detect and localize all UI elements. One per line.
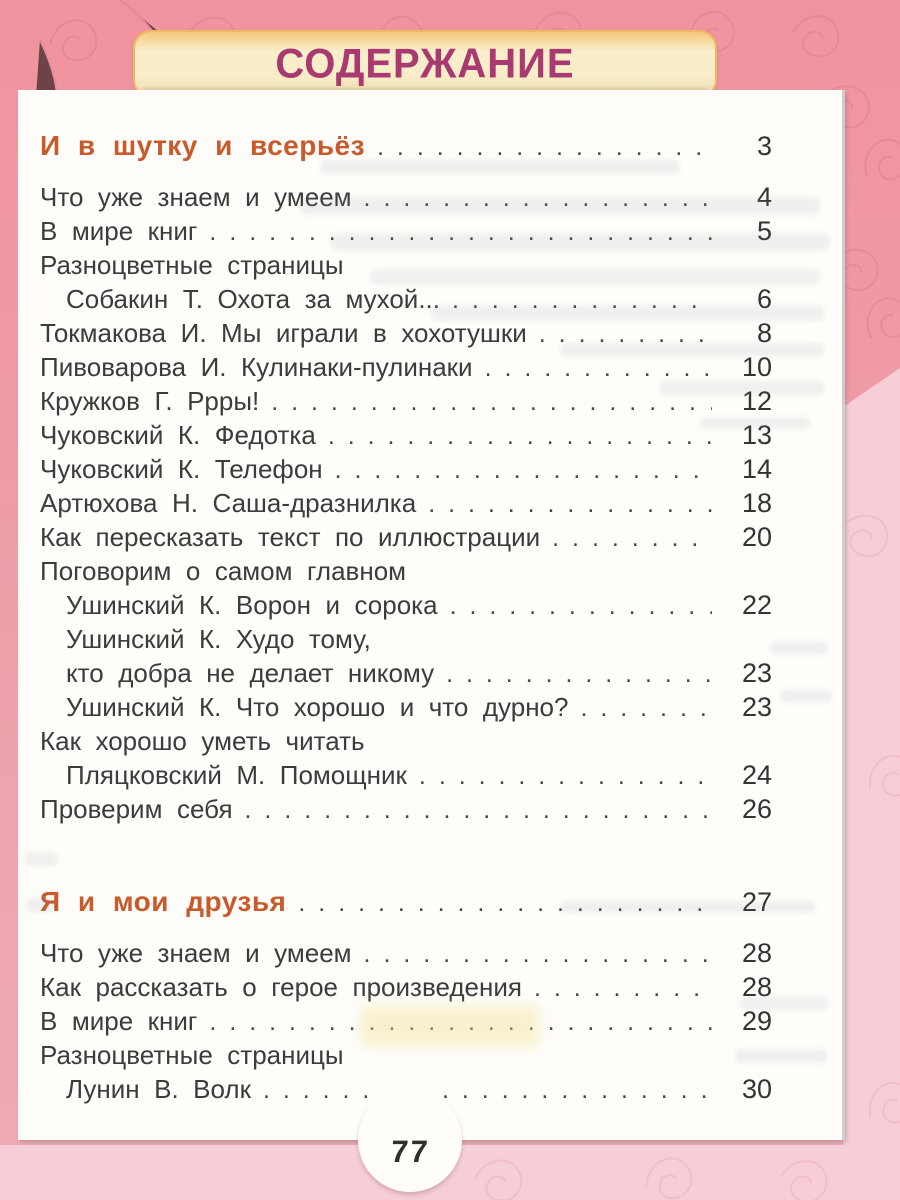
page-ref: 29 [741, 1006, 772, 1036]
dot-leader [534, 971, 712, 1005]
dot-leader [364, 937, 712, 971]
dot-leader [419, 759, 712, 793]
page-ref: 28 [741, 972, 772, 1002]
toc-entry: Как хорошо уметь читать [40, 726, 365, 756]
toc-entry: кто добра не делает никому . . . 23 [40, 656, 772, 690]
dot-leader [539, 317, 712, 351]
toc-entry: Как пересказать текст по иллюстрации . . . 20 [40, 520, 772, 554]
dot-leader [328, 419, 712, 453]
toc-entry: Пляцковский М. Помощник . . . 24 [40, 758, 772, 792]
toc-entry: Чуковский К. Федотка . . . 13 [40, 418, 772, 452]
toc-entry: Лунин В. Волк . . . 30 [40, 1072, 772, 1106]
toc-entry: В мире книг . . . 5 [40, 214, 772, 248]
toc-entry: Разноцветные страницы [40, 250, 344, 280]
table-of-contents [40, 126, 772, 1106]
page-ref: 20 [741, 522, 772, 552]
toc-entry: Поговорим о самом главном [40, 556, 407, 586]
dot-leader [580, 691, 712, 725]
toc-entry: Проверим себя . . . 26 [40, 792, 772, 826]
page-ref: 24 [741, 760, 772, 790]
toc-section [40, 882, 772, 1106]
toc-entry: В мире книг . . . 29 [40, 1004, 772, 1038]
dot-leader [450, 589, 712, 623]
toc-entry: Что уже знаем и умеем . . . 4 [40, 180, 772, 214]
toc-section-heading: Я и мои друзья . . . 27 [40, 882, 772, 922]
dot-leader [209, 1005, 712, 1039]
dot-leader [298, 883, 712, 923]
page-ref: 28 [741, 938, 772, 968]
toc-entry: Ушинский К. Худо тому, [66, 624, 371, 654]
dot-leader [271, 385, 712, 419]
toc-entry: Чуковский К. Телефон . . . 14 [40, 452, 772, 486]
dot-leader [377, 127, 712, 167]
dot-leader [245, 793, 712, 827]
page-ref: 5 [756, 216, 772, 246]
page-ref: 3 [756, 131, 772, 161]
contents-tab [133, 30, 717, 98]
page-ref: 13 [741, 420, 772, 450]
dot-leader [446, 657, 712, 691]
page-number: 77 [389, 1134, 431, 1169]
toc-entry: Кружков Г. Ррры! . . . 12 [40, 384, 772, 418]
toc-page-card [18, 90, 845, 1140]
page-ref: 10 [741, 352, 772, 382]
dot-leader [552, 521, 712, 555]
dot-leader [428, 487, 712, 521]
page-ref: 26 [741, 794, 772, 824]
toc-entry: Как рассказать о герое произведения . . . 28 [40, 970, 772, 1004]
page-ref: 14 [741, 454, 772, 484]
dot-leader [364, 181, 712, 215]
toc-section [40, 126, 772, 826]
page-ref: 6 [756, 284, 772, 314]
toc-section-heading: И в шутку и всерьёз . . . 3 [40, 126, 772, 166]
page-ref: 18 [741, 488, 772, 518]
page-ref: 23 [741, 692, 772, 722]
page-ref: 27 [741, 887, 772, 917]
dot-leader [452, 283, 712, 317]
toc-entry: Токмакова И. Мы играли в хохотушки . . . 8 [40, 316, 772, 350]
dot-leader [485, 351, 712, 385]
toc-entry: Артюхова Н. Саша-дразнилка . . . 18 [40, 486, 772, 520]
dot-leader [335, 453, 712, 487]
toc-entry: Ушинский К. Что хорошо и что дурно? . . . 23 [40, 690, 772, 724]
toc-entry: Собакин Т. Охота за мухой... . . . 6 [40, 282, 772, 316]
page-ref: 22 [741, 590, 772, 620]
page-number-bump [358, 1088, 462, 1192]
toc-entry: Пивоварова И. Кулинаки-пулинаки . . . 10 [40, 350, 772, 384]
toc-entry: Что уже знаем и умеем . . . 28 [40, 936, 772, 970]
toc-entry: Ушинский К. Ворон и сорока . . . 22 [40, 588, 772, 622]
page-ref: 30 [741, 1074, 772, 1104]
page-ref: 8 [756, 318, 772, 348]
page-ref: 12 [741, 386, 772, 416]
page-ref: 4 [756, 182, 772, 212]
toc-entry: Разноцветные страницы [40, 1040, 344, 1070]
contents-title: СОДЕРЖАНИЕ [275, 40, 575, 87]
dot-leader [263, 1073, 712, 1107]
page-ref: 23 [741, 658, 772, 688]
dot-leader [209, 215, 712, 249]
